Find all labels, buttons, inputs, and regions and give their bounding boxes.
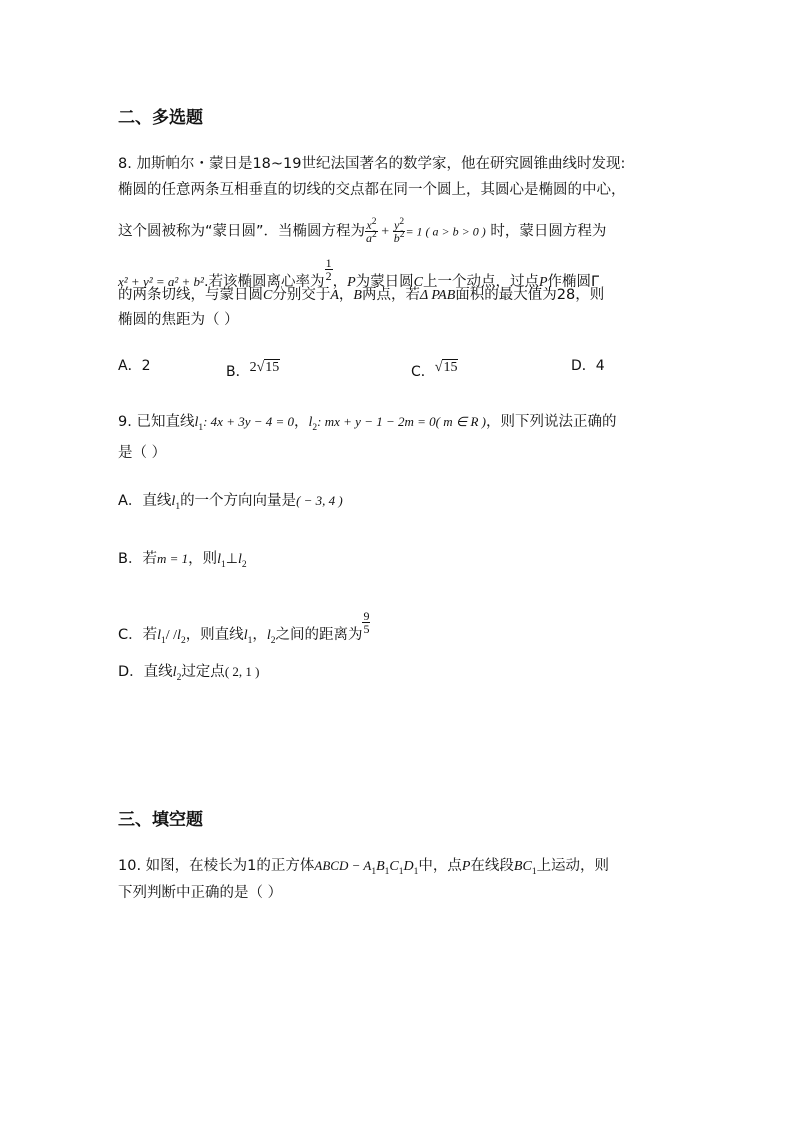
comma: ， (338, 287, 354, 303)
q8-text: 面积的最大值为28，则 (455, 287, 605, 303)
sub: 1 (531, 866, 537, 877)
q8-line-3-text: 这个圆被称为“蒙日圆”．当椭圆方程为 (118, 223, 366, 240)
ellipse-eq-tail: = 1 ( a > b > 0 ) (405, 224, 486, 239)
q8-line-3: 这个圆被称为“蒙日圆”．当椭圆方程为 $\frac{x^2}{a^2}$ + $\frac{y^2}{b^2}$ = 1 ( a > b > 0 ) 时，蒙日圆方程为 (118, 217, 607, 245)
segment-bc: BC (513, 859, 532, 874)
q9-text: ，则下列说法正确的 (485, 414, 617, 430)
sym-p: P (538, 275, 548, 290)
q8-text: 为蒙日圆 (355, 274, 414, 290)
radicand: 15 (265, 360, 280, 375)
q8-line-3-tail: 时，蒙日圆方程为 (490, 223, 607, 240)
option-text: ，则直线 (185, 627, 244, 643)
sym-b: B (376, 859, 385, 874)
sub: 2 (176, 672, 182, 683)
q9-option-a[interactable] (118, 491, 343, 512)
sym-c: C (389, 859, 399, 874)
coef: 2 (249, 360, 257, 375)
den: 2 (325, 269, 332, 283)
sym-l: l (177, 628, 181, 643)
q8-text: 两点，若 (361, 287, 420, 303)
sym-l: l (172, 665, 177, 680)
section-title-fill-in: 三、填空题 (118, 810, 203, 830)
q8-line-2: 椭圆的任意两条互相垂直的切线的交点都在同一个圆上，其圆心是椭圆的中心， (118, 182, 626, 198)
sym-p: P (461, 859, 471, 874)
sub: 2 (270, 635, 276, 646)
sub: 1 (371, 866, 377, 877)
sym-l: l (237, 552, 242, 567)
line-l2-eq: : mx + y − 1 − 2m = 0 (317, 414, 436, 429)
comma: ， (294, 414, 309, 430)
num: 9 (363, 609, 370, 623)
sub: 2 (241, 559, 247, 570)
option-text: 过定点 (181, 664, 225, 680)
q8-option-a[interactable]: A．2 (118, 358, 151, 374)
sub: 1 (398, 866, 404, 877)
option-text: 的一个方向向量是 (180, 493, 297, 509)
q8-text: 分别交于 (272, 287, 331, 303)
fixed-point: ( 2, 1 ) (224, 664, 260, 679)
frac-num-y: y (394, 218, 400, 232)
num: 1 (325, 256, 332, 270)
exp: 2 (372, 230, 377, 240)
sub: 1 (198, 422, 204, 433)
fraction-one-half (325, 257, 333, 282)
q9-line-1 (118, 412, 616, 433)
q9-option-b[interactable] (118, 549, 247, 570)
sym-l: l (308, 415, 313, 430)
root-fifteen: √15 (434, 360, 458, 375)
m-in-r: ( m ∈ R ) (435, 414, 486, 429)
sub: 1 (161, 635, 166, 646)
option-text: B．若 (118, 551, 157, 567)
q9-option-c[interactable] (118, 610, 370, 646)
exp: 2 (371, 217, 377, 227)
sym-c: C (263, 288, 273, 303)
q8-text-eccentricity: 若该椭圆离心率为 (208, 274, 325, 290)
m-equals-one: m = 1 (156, 551, 189, 566)
sub: 2 (312, 422, 318, 433)
sym-a: A (330, 288, 339, 303)
sym-l: l (243, 628, 248, 643)
monge-circle-eq: x² + y² = a² + b² (118, 274, 204, 289)
sym-l: l (266, 628, 271, 643)
perp-symbol: ⊥ (225, 552, 238, 567)
frac-num-x: x (366, 218, 372, 232)
option-text: A．直线 (118, 493, 172, 509)
comma: ， (252, 627, 267, 643)
comma: ， (332, 274, 348, 290)
fraction-nine-fifths (362, 610, 370, 635)
q10-text: 中，点 (418, 858, 462, 874)
sub: 1 (384, 866, 390, 877)
sub: 2 (180, 635, 186, 646)
q10-text: 上运动，则 (536, 858, 610, 874)
q10-line-1 (118, 856, 609, 877)
sym-l: l (171, 494, 176, 509)
line-l1-eq: : 4x + 3y − 4 = 0 (203, 414, 295, 429)
q10-text: 在线段 (470, 858, 514, 874)
q8-text: 作椭圆Γ (547, 274, 600, 290)
radicand: 15 (443, 360, 458, 375)
sym-l: l (194, 415, 199, 430)
option-text: 之间的距离为 (275, 627, 363, 643)
q8-line-1: 8. 加斯帕尔・蒙日是18~19世纪法国著名的数学家，他在研究圆锥曲线时发现: (118, 156, 626, 172)
cube-name: ABCD − A (314, 858, 372, 873)
sym-p: P (347, 275, 356, 290)
exp: 2 (399, 217, 405, 227)
q8-option-d[interactable]: D．4 (571, 358, 605, 374)
sub: 1 (247, 635, 253, 646)
option-label: C． (411, 364, 435, 380)
option-text: D．直线 (118, 664, 173, 680)
direction-vector: ( − 3, 4 ) (296, 493, 343, 508)
q8-line-5 (118, 285, 604, 306)
q10-line-2: 下列判断中正确的是（ ） (118, 885, 283, 901)
exp: 2 (399, 230, 405, 240)
q8-line-4: x² + y² = a² + b².若该椭圆离心率为 $\frac{1}{2}$ ，P为蒙日圆C上一个动点，过点P作椭圆Γ (118, 256, 600, 290)
fraction-y2-b2 (393, 219, 406, 244)
two-root-fifteen: 2√15 (249, 360, 280, 375)
q8-option-b[interactable] (226, 358, 280, 382)
frac-den-b: b (393, 231, 400, 245)
sym-b: B (353, 288, 362, 303)
fraction-x2-a2 (365, 219, 378, 244)
sym-d: D (403, 859, 414, 874)
sub: 1 (175, 501, 181, 512)
sym-c: C (413, 275, 423, 290)
option-text: ，则 (188, 551, 218, 567)
q10-text: 10. 如图，在棱长为1的正方体 (118, 858, 315, 874)
q8-text: 的两条切线，与蒙日圆 (118, 287, 263, 303)
q9-line-2: 是（ ） (118, 445, 167, 461)
option-text: C．若 (118, 627, 158, 643)
sym-l: l (157, 628, 162, 643)
option-label: B． (226, 364, 250, 380)
q8-line-6: 椭圆的焦距为（ ） (118, 312, 239, 328)
frac-den-a: a (366, 231, 373, 245)
sub: 1 (221, 559, 226, 570)
q9-text: 9. 已知直线 (118, 414, 195, 430)
sub: 1 (413, 866, 419, 877)
den: 5 (363, 622, 370, 636)
parallel-symbol: / / (165, 628, 178, 643)
section-title-multiple-choice: 二、多选题 (118, 108, 203, 128)
q8-option-c[interactable] (411, 358, 458, 382)
q9-option-d[interactable] (118, 662, 259, 683)
sym-l: l (217, 552, 222, 567)
q8-text: 上一个动点，过点 (422, 274, 539, 290)
triangle-pab: Δ PAB (419, 288, 456, 303)
